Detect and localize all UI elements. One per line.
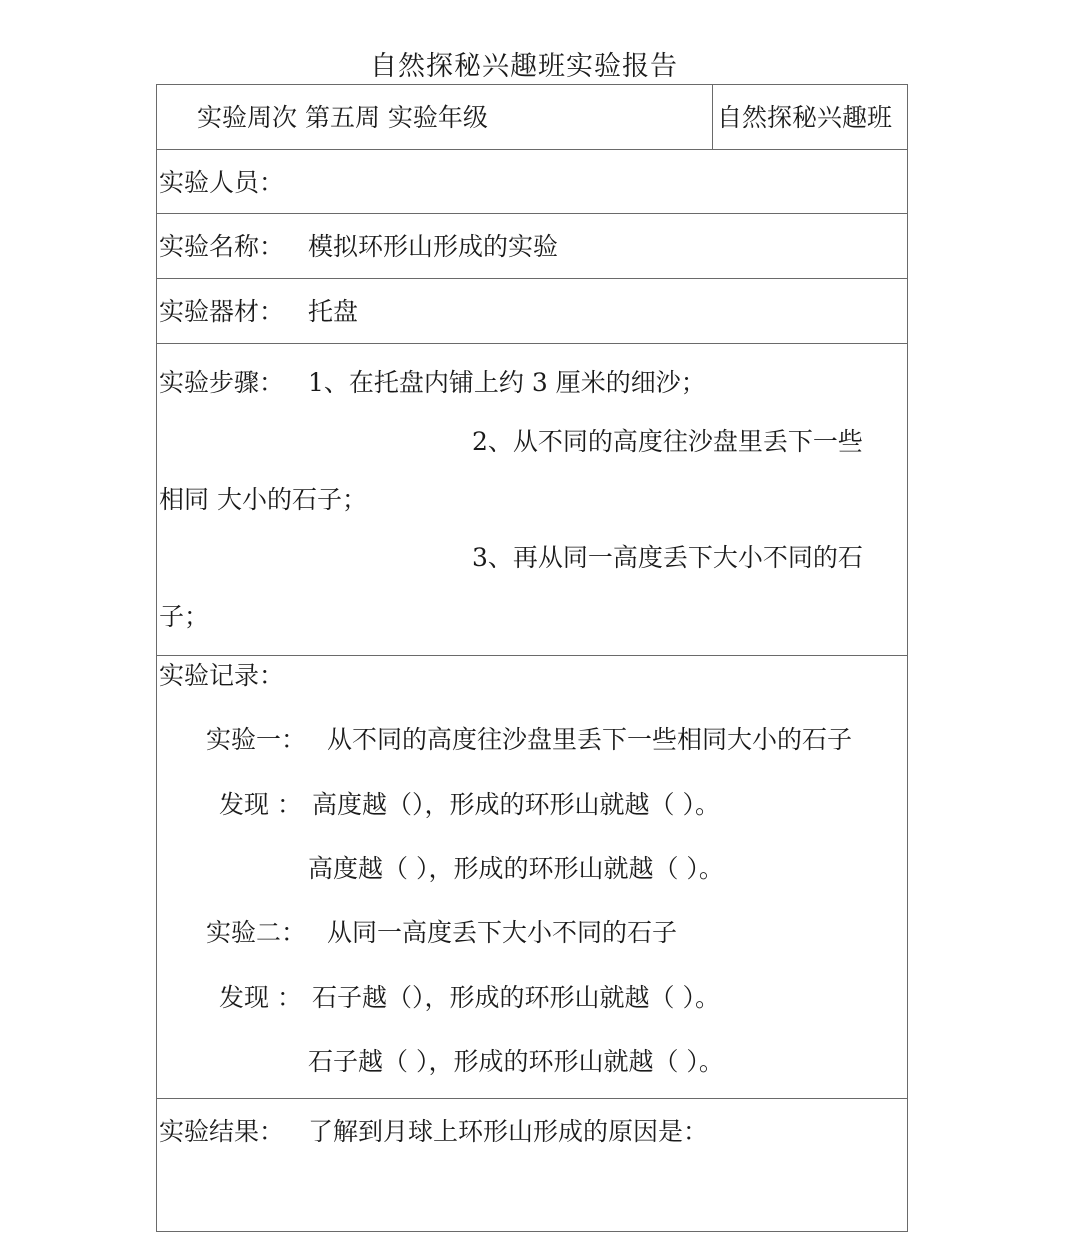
record-row: [157, 656, 907, 1099]
step-2-cont: 相同 大小的石子；: [159, 485, 367, 514]
step-3: 3、再从同一高度丢下大小不同的石: [472, 543, 863, 572]
experiment-2-label: 实验二：: [206, 918, 307, 947]
report-form: [156, 84, 908, 1232]
experiment-2-description: 从同一高度丢下大小不同的石子: [327, 918, 678, 947]
header-divider: [712, 85, 713, 149]
header-row: [157, 85, 907, 150]
experiment-1-label: 实验一：: [206, 725, 307, 754]
equipment-label: 实验器材：: [159, 297, 285, 326]
name-label: 实验名称：: [159, 232, 285, 261]
result-label: 实验结果：: [159, 1117, 285, 1146]
name-row: [157, 214, 907, 279]
personnel-row: [157, 150, 907, 214]
name-value: 模拟环形山形成的实验: [308, 232, 559, 261]
personnel-label: 实验人员：: [159, 168, 285, 197]
week-grade-label: 实验周次 第五周 实验年级: [197, 103, 488, 132]
result-row: [157, 1099, 907, 1233]
steps-label: 实验步骤：: [159, 368, 285, 397]
record-label: 实验记录：: [159, 661, 285, 690]
experiment-1-description: 从不同的高度往沙盘里丢下一些相同大小的石子: [327, 725, 853, 754]
equipment-row: [157, 279, 907, 344]
report-title: 自然探秘兴趣班实验报告: [370, 51, 678, 82]
steps-row: [157, 344, 907, 656]
experiment-1-finding-1: 高度越（），形成的环形山就越（ ）。: [312, 790, 720, 819]
experiment-1-finding-2: 高度越（ ），形成的环形山就越（ ）。: [308, 854, 724, 883]
equipment-value: 托盘: [308, 297, 359, 326]
class-name: 自然探秘兴趣班: [717, 103, 893, 132]
experiment-2-finding-2: 石子越（ ），形成的环形山就越（ ）。: [308, 1047, 724, 1076]
step-3-cont: 子；: [159, 602, 210, 631]
experiment-1-finding-label: 发现 ：: [219, 790, 302, 819]
step-1: 1、在托盘内铺上约 3 厘米的细沙；: [308, 368, 706, 397]
experiment-2-finding-1: 石子越（），形成的环形山就越（ ）。: [312, 983, 720, 1012]
result-value: 了解到月球上环形山形成的原因是：: [308, 1117, 709, 1146]
step-2: 2、从不同的高度往沙盘里丢下一些: [472, 427, 863, 456]
experiment-2-finding-label: 发现 ：: [219, 983, 302, 1012]
